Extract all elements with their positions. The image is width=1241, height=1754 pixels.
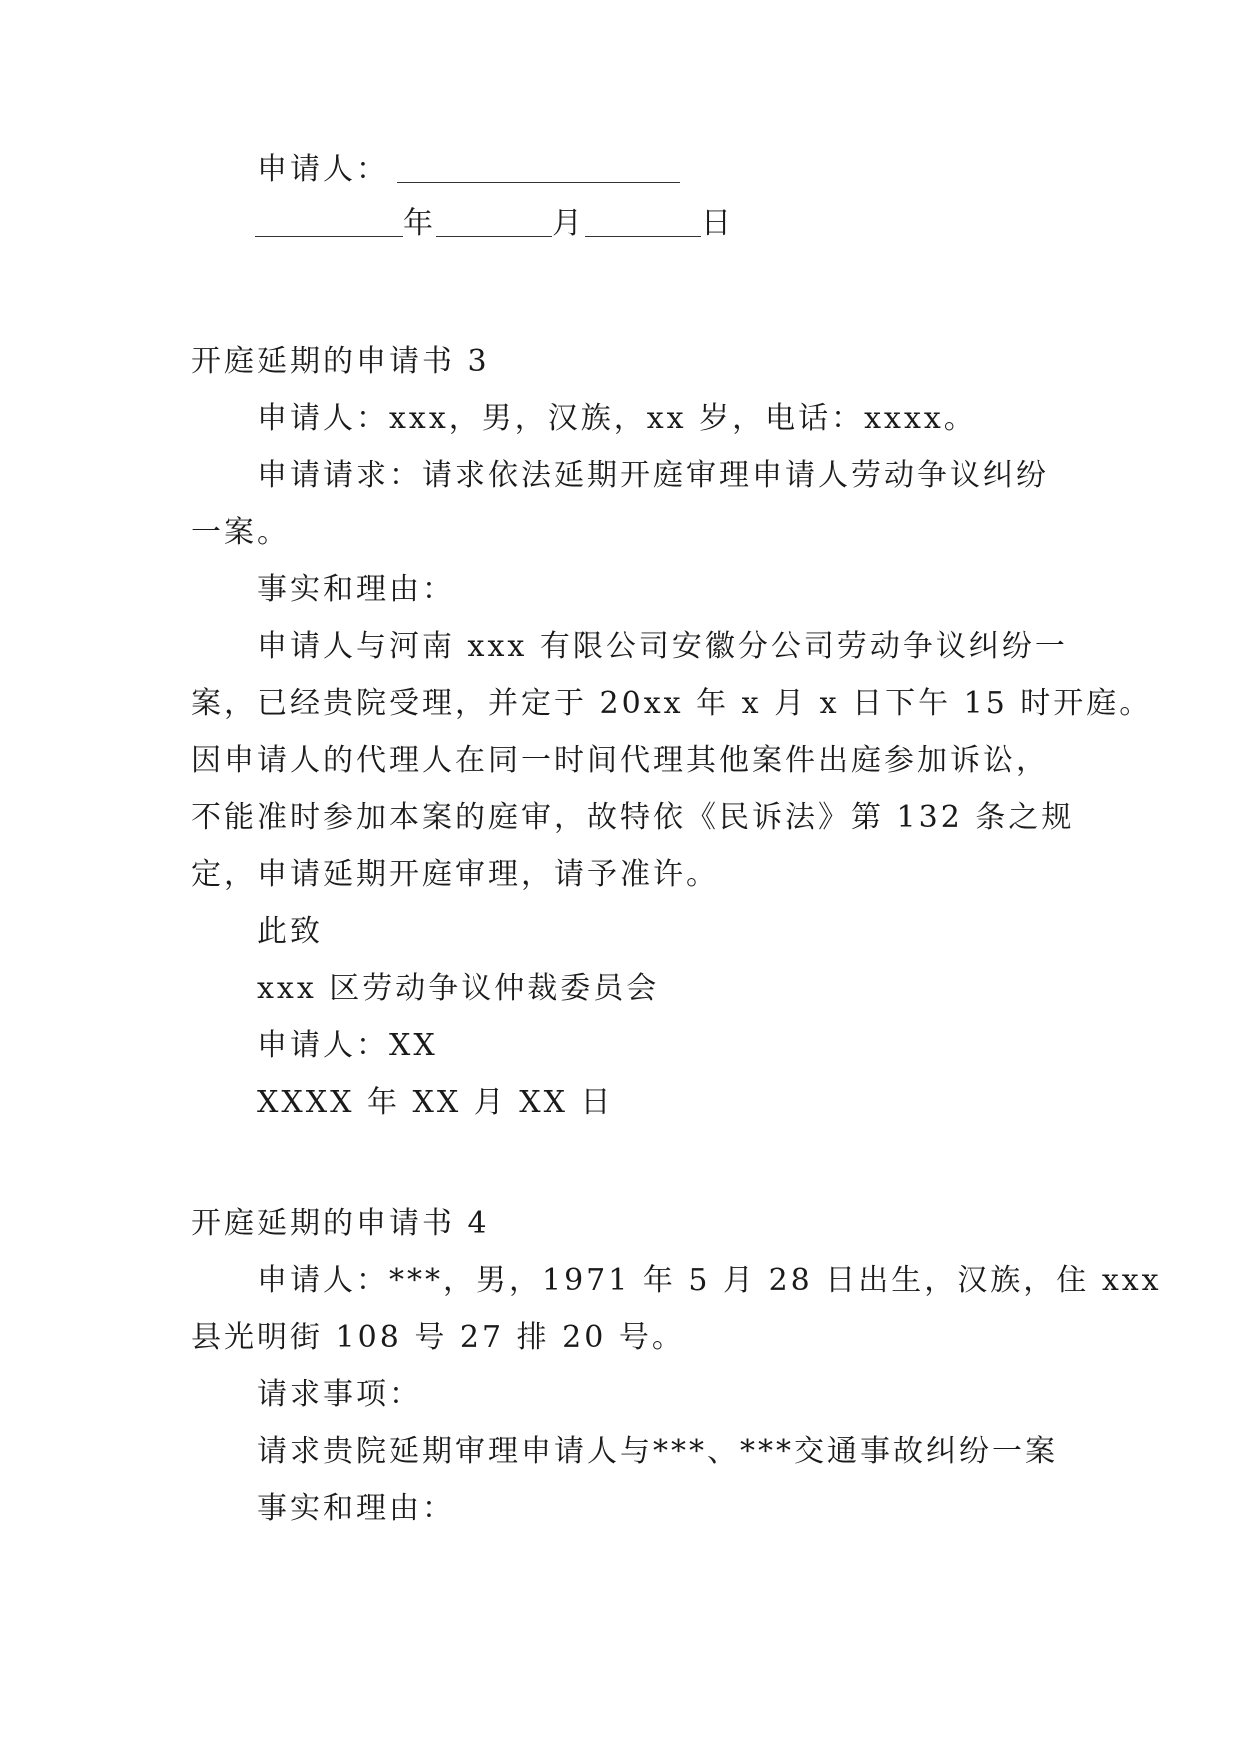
applicant-signature-line <box>257 150 680 190</box>
date-blank-line <box>255 204 734 244</box>
month-label: 月 <box>552 206 585 241</box>
section-3-facts-line-5: 定，申请延期开庭审理，请予准许。 <box>191 857 719 892</box>
section-3-title: 开庭延期的申请书 3 <box>191 344 490 379</box>
section-4-request: 请求贵院延期审理申请人与***、***交通事故纠纷一案 <box>257 1434 1058 1469</box>
year-blank <box>255 208 403 237</box>
section-3-facts-heading: 事实和理由： <box>257 572 455 607</box>
section-3-recipient: xxx 区劳动争议仲裁委员会 <box>257 971 660 1006</box>
section-3-facts-line-4: 不能准时参加本案的庭审，故特依《民诉法》第 132 条之规 <box>191 800 1075 835</box>
section-4-request-heading: 请求事项： <box>257 1377 422 1412</box>
section-4-title: 开庭延期的申请书 4 <box>191 1206 490 1241</box>
year-label: 年 <box>403 206 436 241</box>
section-4-facts-heading: 事实和理由： <box>257 1491 455 1526</box>
section-3-date: XXXX 年 XX 月 XX 日 <box>257 1085 614 1120</box>
section-3-request-line-2: 一案。 <box>191 515 290 550</box>
section-3-facts-line-3: 因申请人的代理人在同一时间代理其他案件出庭参加诉讼， <box>191 743 1049 778</box>
day-blank <box>585 208 701 237</box>
section-4-applicant-line-2: 县光明街 108 号 27 排 20 号。 <box>191 1320 685 1355</box>
section-4-applicant-line-1: 申请人：***，男，1971 年 5 月 28 日出生，汉族，住 xxx <box>257 1263 1162 1298</box>
section-3-facts-line-2: 案，已经贵院受理，并定于 20xx 年 x 月 x 日下午 15 时开庭。 <box>191 686 1153 721</box>
section-3-applicant: 申请人：xxx，男，汉族，xx 岁，电话：xxxx。 <box>257 401 977 436</box>
section-3-signature: 申请人：XX <box>257 1028 438 1063</box>
day-label: 日 <box>701 206 734 241</box>
applicant-label: 申请人： <box>257 152 389 187</box>
signature-blank <box>397 154 680 183</box>
month-blank <box>436 208 552 237</box>
section-3-request-line-1: 申请请求：请求依法延期开庭审理申请人劳动争议纠纷 <box>257 458 1049 493</box>
section-3-facts-line-1: 申请人与河南 xxx 有限公司安徽分公司劳动争议纠纷一 <box>257 629 1068 664</box>
section-3-salutation: 此致 <box>257 914 323 949</box>
